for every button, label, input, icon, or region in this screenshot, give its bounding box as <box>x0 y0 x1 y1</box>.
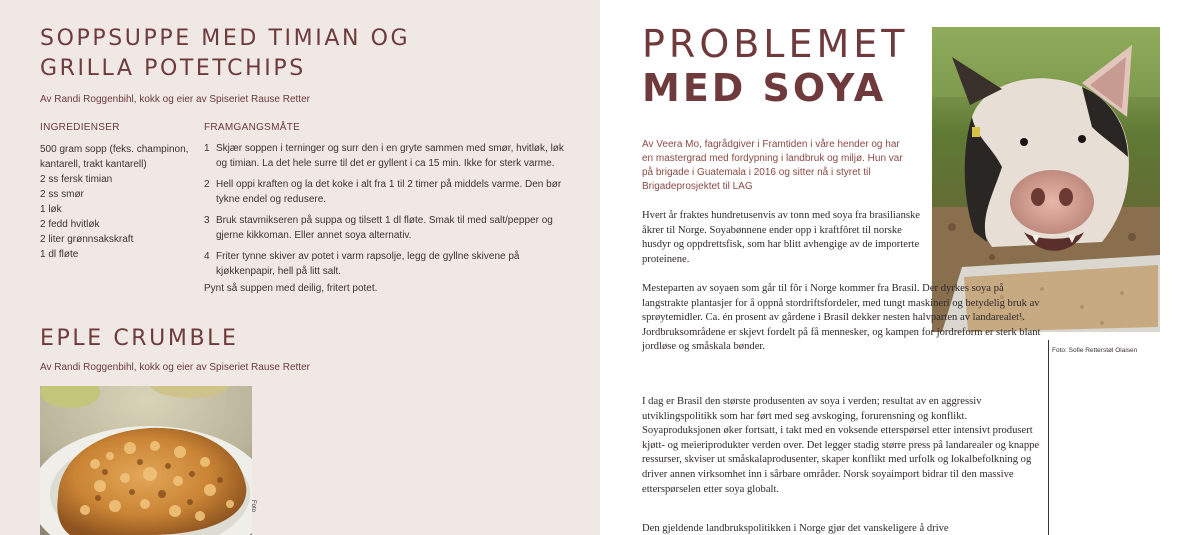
recipe-byline-soup: Av Randi Roggenbihl, kokk og eier av Spiseriet Rause Retter <box>40 94 310 105</box>
ingredient-item: 1 dl fløte <box>40 249 79 260</box>
finish-note: Pynt så suppen med deilig, fritert potet. <box>204 283 378 294</box>
recipe-title-crumble: EPLE CRUMBLE <box>40 326 239 351</box>
ingredient-item: 2 ss fersk timian <box>40 174 113 185</box>
step-text: Friter tynne skiver av potet i varm rapsolje, legg de gyllne skivene på kjøkkenpapir, hell på litt salt. <box>216 251 520 277</box>
method-heading: FRAMGANGSMÅTE <box>204 122 301 133</box>
recipe-title-soup: SOPPSUPPE MED TIMIAN OG GRILLA POTETCHIPS <box>40 26 411 81</box>
ingredient-item: 2 fedd hvitløk <box>40 219 100 230</box>
ingredient-item: 2 liter grønnsakskraft <box>40 234 134 245</box>
step-text: Hell oppi kraften og la det koke i alt fra 1 til 2 timer på middels varme. Den bør tykne endel og redusere. <box>216 179 562 205</box>
method-step <box>204 250 564 279</box>
photo-credit: Foto: Sofie Retterstøl Olaisen <box>1052 347 1138 354</box>
method-steps <box>204 142 564 286</box>
step-number: 2 <box>204 179 210 190</box>
step-number: 3 <box>204 215 210 226</box>
recipe-byline-crumble: Av Randi Roggenbihl, kokk og eier av Spiseriet Rause Retter <box>40 362 310 373</box>
step-number: 4 <box>204 251 210 262</box>
article-paragraph: Mesteparten av soyaen som går til fôr i Norge kommer fra Brasil. Der dyrkes soya på langstrakte plantasjer for å oppnå stordriftsfordeler, med tungt maskineri og betydelig bruk av sprøytemidler. Ca. én prosent av gårdene i Brasil dekker nesten halvparten av landarealet¹. Jordbruksområdene er skjevt fordelt på få mennesker, og kampen for jordreform er sterk blant jordløse og småskala bønder. <box>642 283 1041 353</box>
column-divider <box>1048 340 1049 535</box>
ingredient-item: 1 løk <box>40 204 62 215</box>
step-number: 1 <box>204 143 210 154</box>
method-step <box>204 214 564 243</box>
ingredients-list <box>40 142 200 262</box>
article-title-line2: MED SOYA <box>642 66 887 110</box>
side-credit: Foto <box>250 500 256 513</box>
apple-crumble-photo <box>40 386 252 535</box>
ingredients-heading: INGREDIENSER <box>40 122 120 133</box>
article-paragraph: I dag er Brasil den største produsenten av soya i verden; resultat av en aggressiv utviklingspolitikk som har ført med seg avskoging, forurensning og konflikt. Soyaproduksjonen øker fortsatt, i takt med en voksende etterspørsel etter intensivt produsert kjøtt- og meieriprodukter verden over. Det legger stadig større press på landarealer og knappe ressurser, skviser ut småskalaprodusenter, skaper konflikt med urfolk og lokalbefolkning og driver annen virksomhet inn i sårbare områder. Norsk soyaimport bidrar til den massive etterspørselen etter soya globalt. <box>642 396 1040 495</box>
method-step <box>204 142 564 171</box>
article-paragraph: Den gjeldende landbrukspolitikken i Norge gjør det vanskeligere å drive <box>642 523 949 534</box>
article-title-line1: PROBLEMET <box>642 22 909 66</box>
article-byline: Av Veera Mo, fagrådgiver i Framtiden i våre hender og har en mastergrad med fordypning i landbruk og miljø. Hun var på brigade i Guatemala i 2016 og sitter nå i styret til Brigadeprosjektet til LAG <box>642 139 903 192</box>
article-paragraph: Hvert år fraktes hundretusenvis av tonn med soya fra brasilianske åkrer til Norge. Soyabønnene ender opp i kraftfôret til norske husdyr og oppdrettsfisk, som har blitt avhengige av de importerte proteinene. <box>642 210 920 265</box>
step-text: Skjær soppen i terninger og surr den i en gryte sammen med smør, hvitløk, løk og timian. La det hele surre til det er gyllent i ca 15 min. Ikke for sterk varme. <box>216 143 564 169</box>
ingredient-item: 500 gram sopp (feks. champinon, kantarell, trakt kantarell) <box>40 144 189 170</box>
method-step <box>204 178 564 207</box>
ingredient-item: 2 ss smør <box>40 189 84 200</box>
right-page <box>600 0 1200 535</box>
step-text: Bruk stavmikseren på suppa og tilsett 1 dl fløte. Smak til med salt/pepper og gjerne kikkoman. Eller annet soya alternativ. <box>216 215 553 241</box>
apple-crumble-image <box>40 386 252 535</box>
